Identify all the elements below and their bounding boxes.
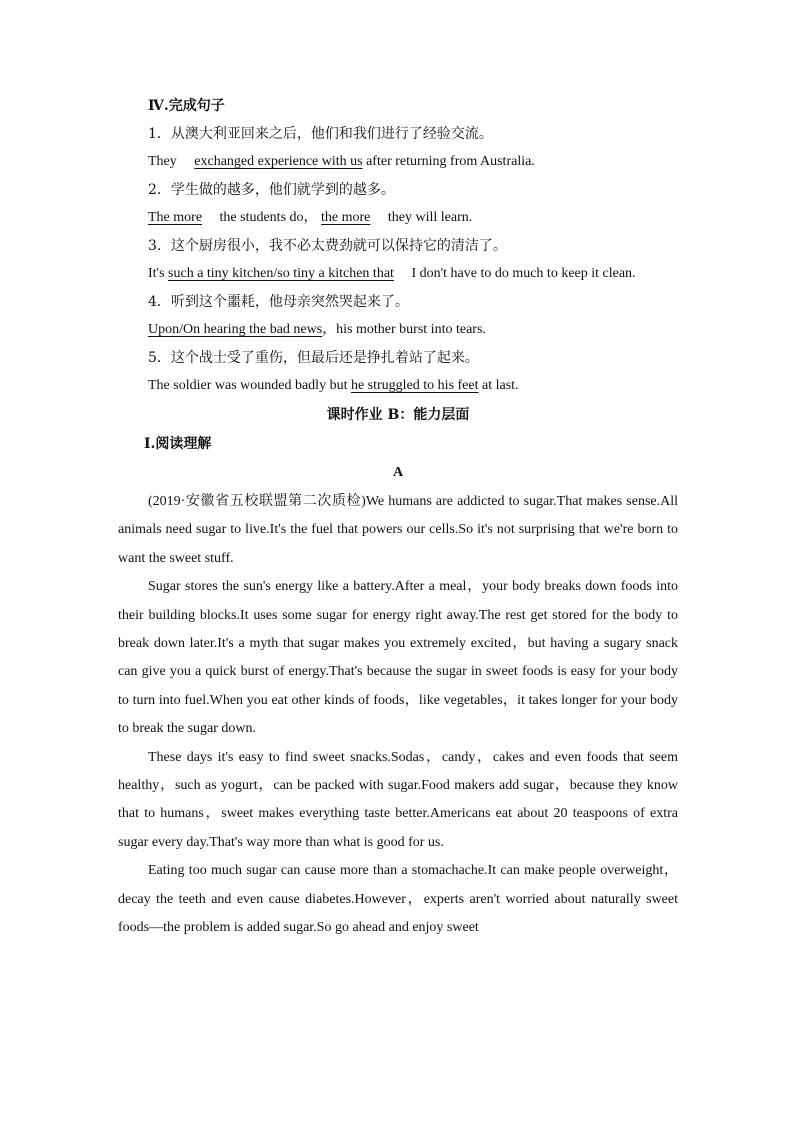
part-b-title: 课时作业 B：能力层面 [326, 407, 470, 423]
item-2-english [148, 204, 678, 232]
item-3-answer: such a tiny kitchen/so tiny a kitchen that [168, 266, 394, 281]
passage-paragraph-4: Eating too much sugar can cause more than a stomachache.It can make people overweight，decay the teeth and even cause diabetes.However，experts aren't worried about naturally sweet foods—the problem is added sugar.So go ahead and enjoy sweet [118, 863, 678, 936]
item-2-answer-2: the more [321, 210, 371, 225]
item-5-english [148, 372, 678, 400]
passage-paragraph-1: (2019·安徽省五校联盟第二次质检)We humans are addicted to sugar.That makes sense.All animals need sugar to live.It's the fuel that powers our cells.So it's not surprising that we're born to want the sweet stuff. [118, 494, 678, 566]
section-heading-completion: Ⅳ.完成句子 [148, 98, 225, 114]
item-2-suffix: they will learn. [387, 210, 473, 225]
section-heading-reading: Ⅰ.阅读理解 [144, 436, 212, 452]
item-1-suffix: after returning from Australia. [366, 154, 535, 169]
passage-paragraph-3: These days it's easy to find sweet snacks.Sodas，candy，cakes and even foods that seem healthy，such as yogurt，can be packed with sugar.Food makers add sugar，because they know that to humans，sweet makes everything taste better.Americans eat about 20 teaspoons of extra sugar every day.That's way more than what is good for us. [118, 749, 678, 850]
item-1-prefix: They [148, 154, 177, 169]
item-2-answer-1: The more [148, 210, 203, 225]
item-1-chinese: 1．从澳大利亚回来之后，他们和我们进行了经验交流。 [148, 126, 493, 142]
item-4-english [148, 316, 678, 344]
item-3-english [118, 260, 678, 288]
item-1-answer: exchanged experience with us [194, 154, 363, 169]
passage-paragraph-2: Sugar stores the sun's energy like a battery.After a meal，your body breaks down foods into their building blocks.It uses some sugar for energy right away.The rest get stored for the body to break down later.It's a myth that sugar makes you extremely excited，but having a sugary snack can give you a quick burst of energy.That's because the sugar in sweet foods is easy for your body to turn into fuel.When you eat other kinds of foods，like vegetables，it takes longer for your body to break the sugar down. [118, 579, 678, 737]
item-3-suffix: I don't have to do much to keep it clean. [411, 266, 636, 281]
item-5-prefix: The soldier was wounded badly but [148, 378, 348, 393]
item-4-chinese: 4．听到这个噩耗，他母亲突然哭起来了。 [148, 294, 409, 310]
item-4-answer: Upon/On hearing the bad news [148, 322, 323, 337]
item-1-english [148, 148, 678, 176]
item-3-chinese: 3．这个厨房很小，我不必太费劲就可以保持它的清洁了。 [148, 238, 507, 254]
item-4-suffix: ，his mother burst into tears. [322, 322, 486, 337]
item-5-chinese: 5．这个战士受了重伤，但最后还是挣扎着站了起来。 [148, 350, 479, 366]
passage-letter: A [392, 465, 404, 480]
document-content [118, 92, 678, 943]
item-2-chinese: 2．学生做的越多，他们就学到的越多。 [148, 182, 395, 198]
item-5-suffix: at last. [482, 378, 519, 393]
item-5-answer: he struggled to his feet [350, 378, 479, 393]
item-3-prefix: It's [148, 266, 165, 281]
item-2-middle: the students do， [219, 210, 318, 225]
